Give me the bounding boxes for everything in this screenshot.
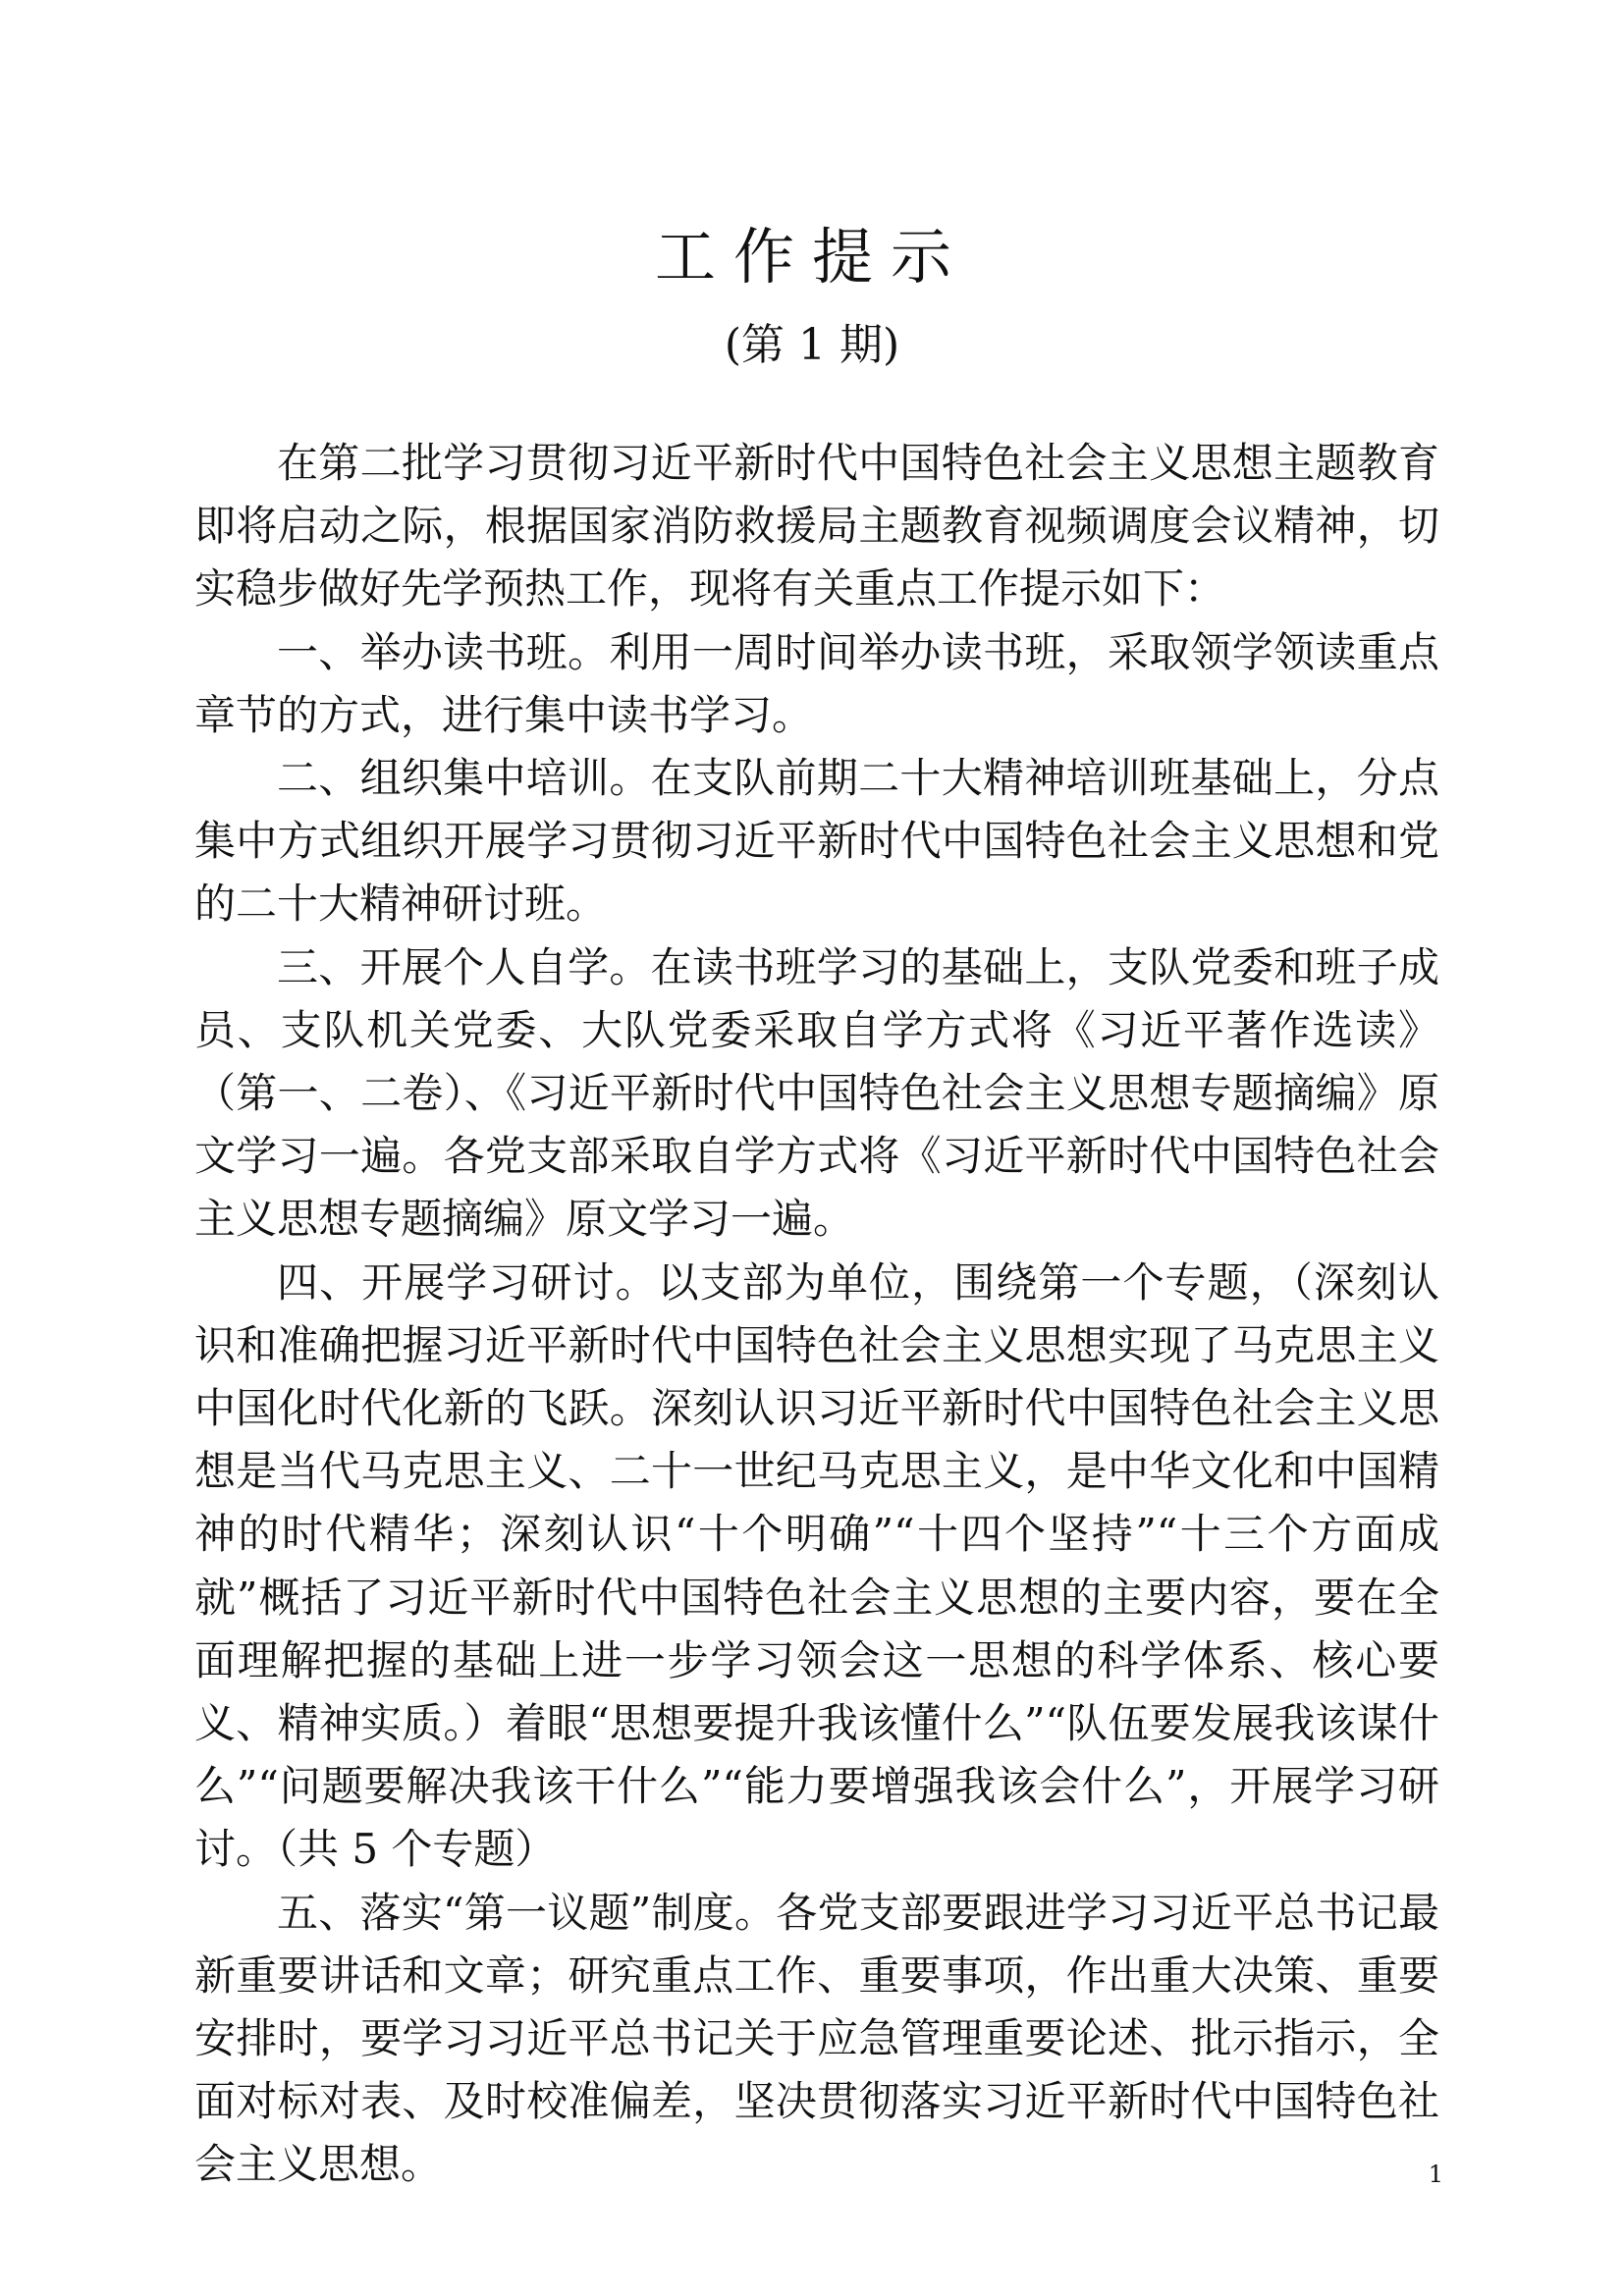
document-title: 工作提示: [654, 221, 969, 293]
item-first-topic-system: 五、落实“第一议题”制度。各党支部要跟进学习习近平总书记最新重要讲话和文章；研究重点工作、重要事项，作出重大决策、重要安排时，要学习习近平总书记关于应急管理重要论述、批示指示，全面对标对表、及时校准偏差，坚决贯彻落实习近平新时代中国特色社会主义思想。: [194, 1888, 1439, 2189]
intro-paragraph: 在第二批学习贯彻习近平新时代中国特色社会主义思想主题教育即将启动之际，根据国家消防救援局主题教育视频调度会议精神，切实稳步做好先学预热工作，现将有关重点工作提示如下：: [194, 439, 1439, 614]
item-centralized-training: 二、组织集中培训。在支队前期二十大精神培训班基础上，分点集中方式组织开展学习贯彻习近平新时代中国特色社会主义思想和党的二十大精神研讨班。: [194, 754, 1439, 929]
page-number: 1: [1428, 2161, 1443, 2188]
item-study-discussion: 四、开展学习研讨。以支部为单位，围绕第一个专题，（深刻认识和准确把握习近平新时代中国特色社会主义思想实现了马克思主义中国化时代化新的飞跃。深刻认识习近平新时代中国特色社会主义思想是当代马克思主义、二十一世纪马克思主义，是中华文化和中国精神的时代精华；深刻认识“十个明确”“十四个坚持”“十三个方面成就”概括了习近平新时代中国特色社会主义思想的主要内容，要在全面理解把握的基础上进一步学习领会这一思想的科学体系、核心要义、精神实质。）着眼“思想要提升我该懂什么”“队伍要发展我该谋什么”“问题要解决我该干什么”“能力要增强我该会什么”，开展学习研讨。（共 5 个专题）: [194, 1257, 1439, 1874]
item-self-study: 三、开展个人自学。在读书班学习的基础上，支队党委和班子成员、支队机关党委、大队党委采取自学方式将《习近平著作选读》（第一、二卷）、《习近平新时代中国特色社会主义思想专题摘编》原文学习一遍。各党支部采取自学方式将《习近平新时代中国特色社会主义思想专题摘编》原文学习一遍。: [194, 942, 1439, 1244]
item-reading-class: 一、举办读书班。利用一周时间举办读书班，采取领学领读重点章节的方式，进行集中读书学习。: [194, 627, 1439, 739]
document-body: [194, 432, 1439, 2197]
issue-number: (第 1 期): [724, 320, 900, 370]
